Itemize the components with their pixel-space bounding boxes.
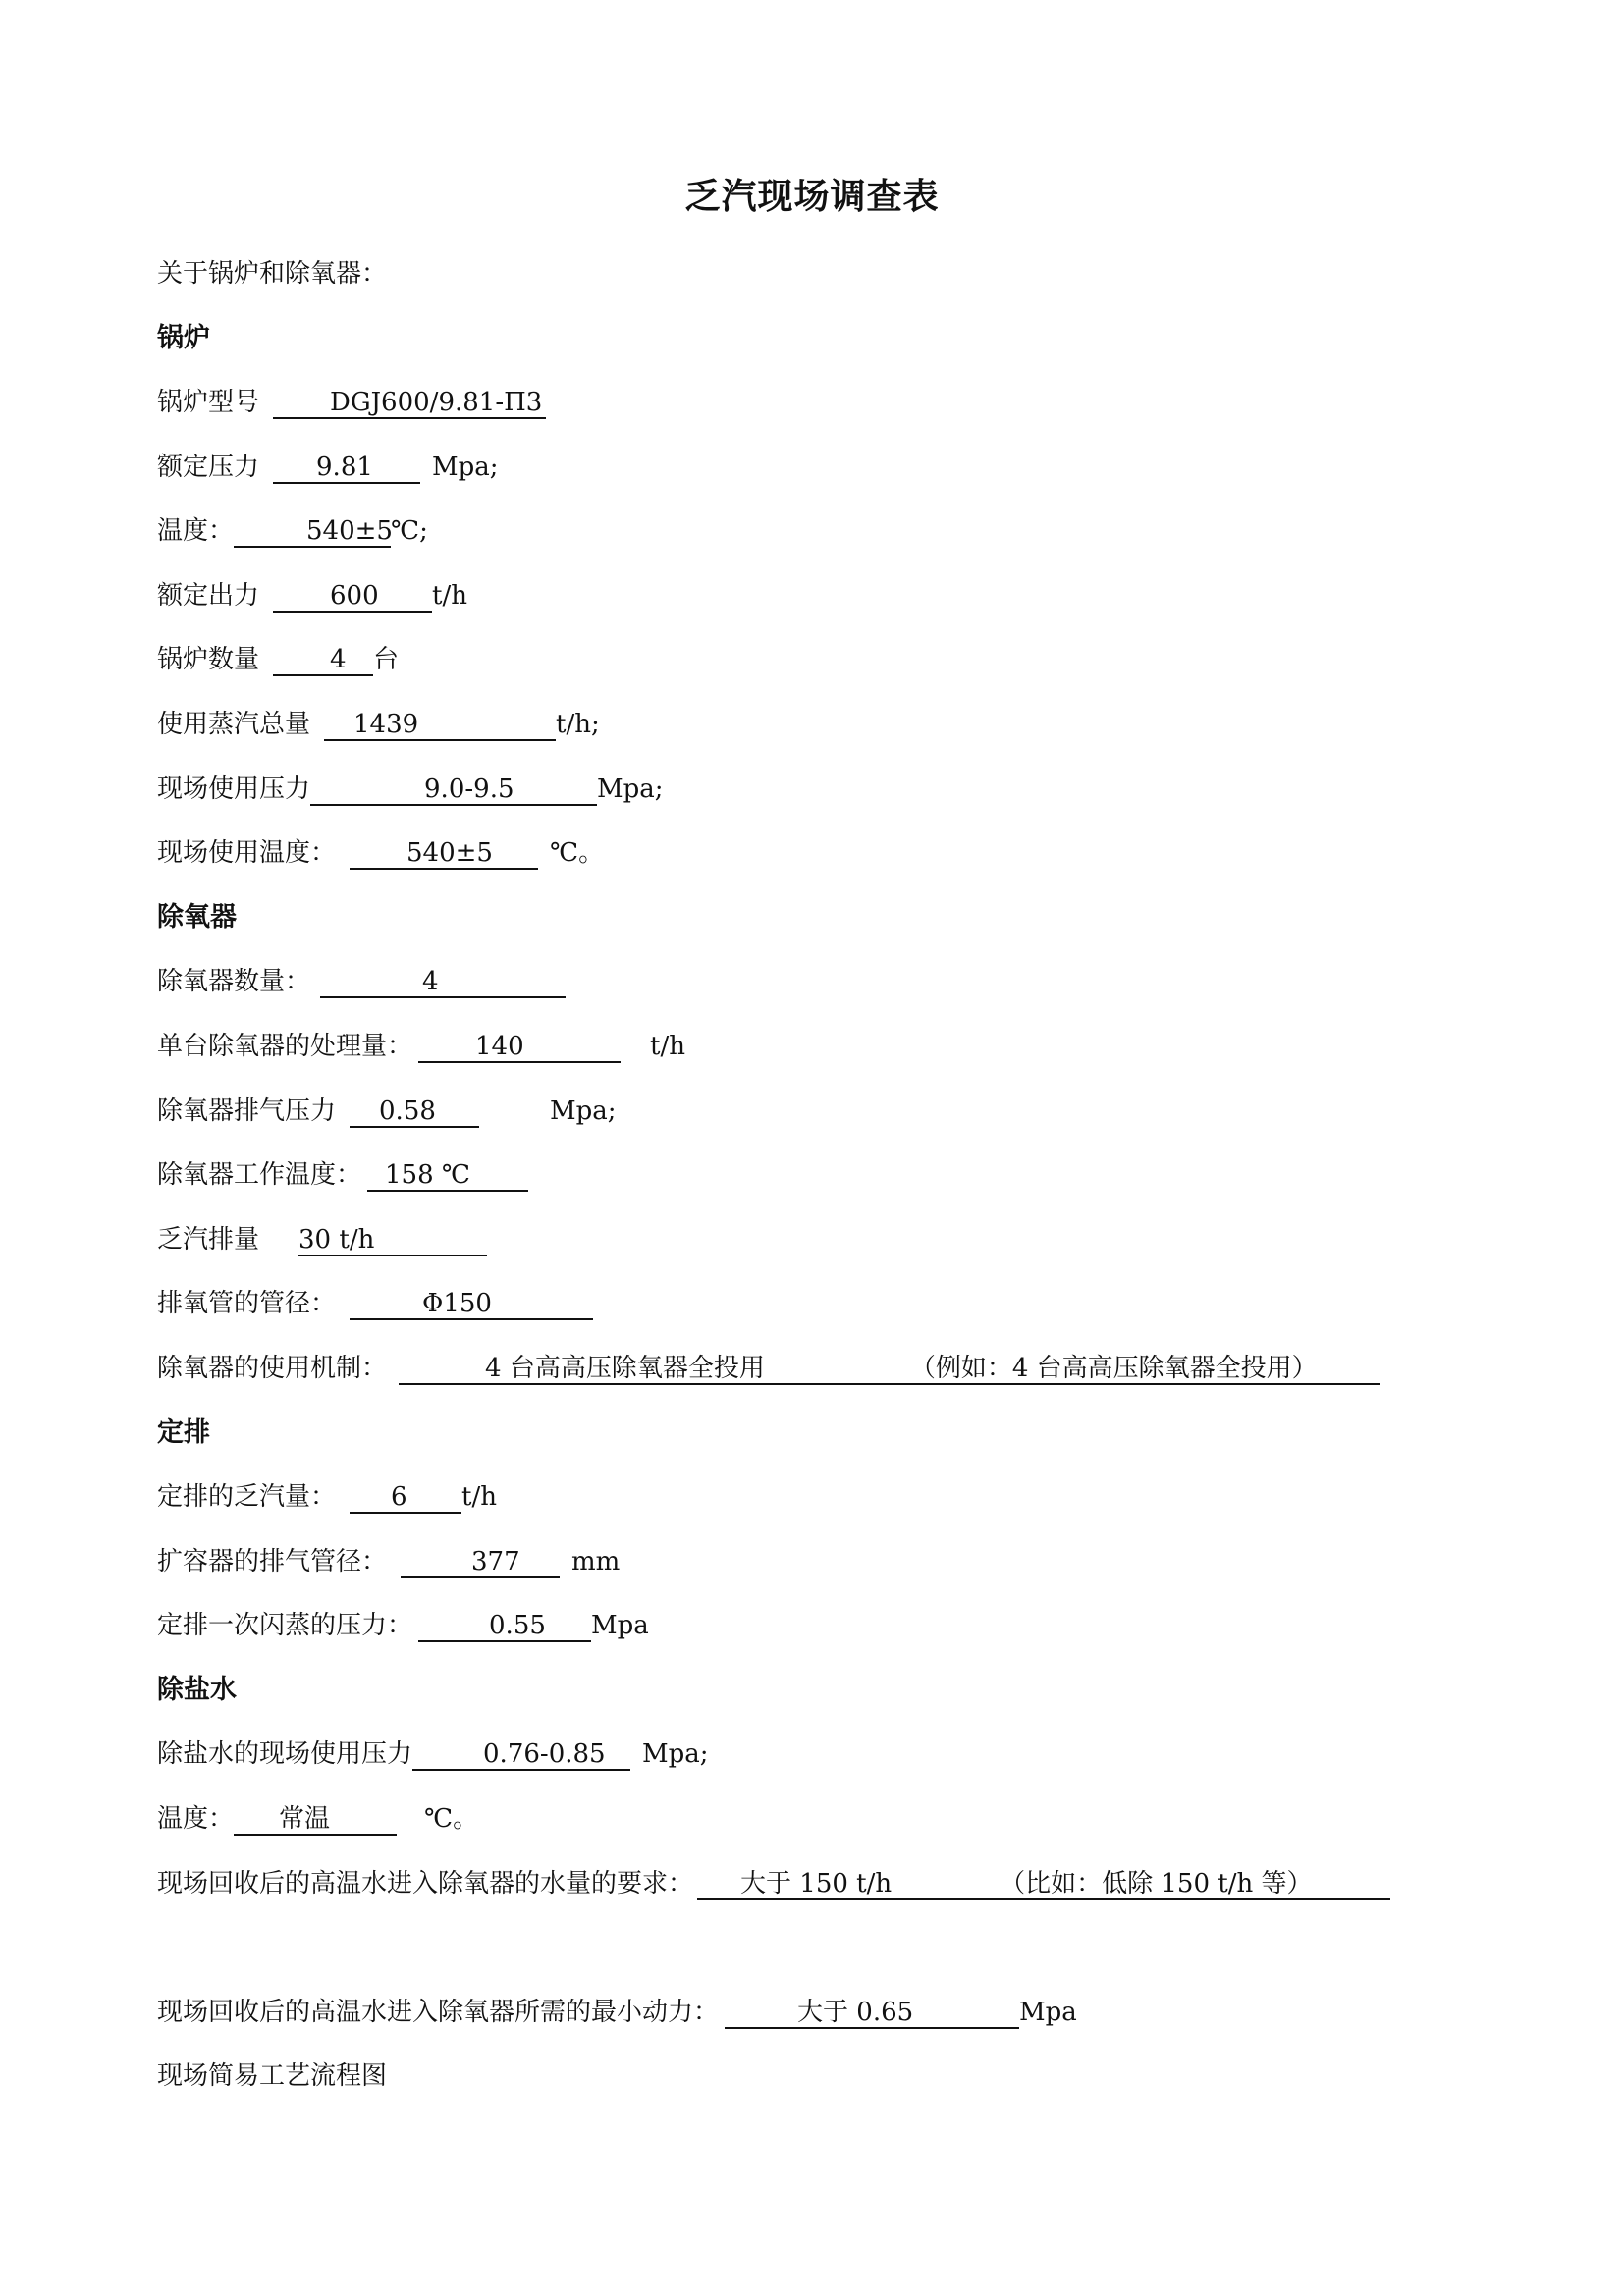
water-requirement-example: （比如：低除 150 t/h 等）: [1000, 1869, 1313, 1898]
field-deaerator-count: [157, 965, 566, 998]
min-power-value: 大于 0.65: [725, 1998, 1019, 2029]
site-pressure-value: 9.0-9.5: [310, 774, 597, 806]
deaerator-count-value: 4: [320, 967, 566, 998]
field-waste-steam: [157, 1223, 487, 1256]
field-label: 定排一次闪蒸的压力：: [157, 1611, 413, 1640]
blowdown-steam-value: 6: [350, 1482, 461, 1514]
boiler-model-value: DGJ600/9.81-Π3: [273, 388, 546, 419]
water-requirement-value: [697, 1869, 1390, 1900]
unit-label: Mpa;: [550, 1096, 617, 1126]
work-temperature-value: 158 ℃: [367, 1160, 528, 1192]
field-label: 乏汽排量: [157, 1225, 260, 1255]
unit-label: 台: [373, 645, 400, 674]
rated-pressure-value: 9.81: [273, 453, 420, 484]
field-water-requirement: [157, 1867, 1390, 1900]
field-label: 额定压力: [157, 453, 260, 482]
field-min-power: [157, 1996, 1077, 2029]
field-label: 排氧管的管径：: [157, 1289, 337, 1318]
steam-total-value: 1439: [324, 710, 556, 741]
deaerator-capacity-value: 140: [418, 1032, 621, 1063]
unit-label: t/h;: [556, 710, 600, 739]
intro-text: 关于锅炉和除氧器：: [157, 259, 388, 289]
unit-label: mm: [571, 1547, 621, 1576]
usage-mode-example: （例如：4 台高高压除氧器全投用）: [909, 1354, 1318, 1383]
field-label: 锅炉型号: [157, 388, 260, 417]
site-temperature-value: 540±5: [350, 838, 538, 870]
field-work-temperature: [157, 1158, 528, 1192]
page-title: 乏汽现场调查表: [684, 177, 940, 217]
field-rated-output: [157, 579, 467, 613]
field-label: 除氧器工作温度：: [157, 1160, 362, 1190]
field-site-pressure: [157, 773, 664, 806]
unit-label: Mpa: [1019, 1998, 1077, 2027]
field-flash-pressure: [157, 1609, 649, 1642]
field-label: 扩容器的排气管径：: [157, 1547, 388, 1576]
field-label: 定排的乏汽量：: [157, 1482, 337, 1512]
demin-temperature-value: 常温: [234, 1804, 397, 1836]
field-label: 单台除氧器的处理量：: [157, 1032, 413, 1061]
temperature-value: 540±5: [234, 516, 391, 548]
unit-label: t/h: [432, 581, 467, 611]
field-label: 现场回收后的高温水进入除氧器所需的最小动力：: [157, 1998, 720, 2027]
flash-pressure-value: 0.55: [418, 1611, 591, 1642]
usage-mode-value: [399, 1354, 1380, 1385]
field-label: 使用蒸汽总量: [157, 710, 311, 739]
field-label: 锅炉数量: [157, 645, 260, 674]
boiler-count-value: 4: [273, 645, 373, 676]
demin-pressure-value: 0.76-0.85: [412, 1739, 630, 1771]
section-heading-blowdown: 定排: [157, 1417, 210, 1448]
field-label: 除氧器排气压力: [157, 1096, 337, 1126]
field-rated-pressure: [157, 451, 499, 484]
field-steam-total: [157, 708, 600, 741]
flow-chart-caption: 现场简易工艺流程图: [157, 2061, 388, 2091]
waste-steam-value: 30 t/h: [298, 1225, 487, 1256]
field-temperature: [157, 514, 428, 548]
unit-label: ℃;: [391, 516, 428, 546]
rated-output-value: 600: [273, 581, 432, 613]
usage-mode-text: 4 台高高压除氧器全投用: [485, 1354, 765, 1383]
field-boiler-model: [157, 386, 546, 419]
field-label: 除氧器数量：: [157, 967, 311, 996]
unit-label: Mpa;: [432, 453, 499, 482]
field-boiler-count: [157, 643, 399, 676]
unit-label: Mpa: [591, 1611, 649, 1640]
field-demin-pressure: [157, 1737, 709, 1771]
field-label: 现场回收后的高温水进入除氧器的水量的要求：: [157, 1869, 694, 1898]
water-requirement-text: 大于 150 t/h: [740, 1869, 893, 1898]
field-label: 温度：: [157, 1804, 235, 1834]
unit-label: t/h: [461, 1482, 497, 1512]
field-deaerator-capacity: [157, 1030, 685, 1063]
section-heading-boiler: 锅炉: [157, 323, 210, 353]
field-label: 额定出力: [157, 581, 260, 611]
field-demin-temperature: [157, 1802, 478, 1836]
field-label: 现场使用压力: [157, 774, 311, 804]
field-label: 除氧器的使用机制：: [157, 1354, 388, 1383]
field-label: 现场使用温度：: [157, 838, 337, 868]
unit-label: Mpa;: [642, 1739, 709, 1769]
field-site-temperature: [157, 836, 604, 870]
expander-pipe-value: 377: [401, 1547, 560, 1578]
field-exhaust-pressure: [157, 1095, 617, 1128]
field-usage-mode: [157, 1352, 1380, 1385]
unit-label: ℃。: [424, 1804, 479, 1834]
field-expander-pipe: [157, 1545, 620, 1578]
unit-label: ℃。: [550, 838, 605, 868]
unit-label: t/h: [650, 1032, 685, 1061]
unit-label: Mpa;: [597, 774, 664, 804]
field-blowdown-steam: [157, 1480, 497, 1514]
section-heading-deaerator: 除氧器: [157, 902, 237, 933]
section-heading-demin: 除盐水: [157, 1675, 237, 1705]
field-label: 温度：: [157, 516, 235, 546]
exhaust-pressure-value: 0.58: [350, 1096, 479, 1128]
field-vent-pipe: [157, 1287, 593, 1320]
vent-pipe-value: Φ150: [350, 1289, 593, 1320]
field-label: 除盐水的现场使用压力: [157, 1739, 413, 1769]
